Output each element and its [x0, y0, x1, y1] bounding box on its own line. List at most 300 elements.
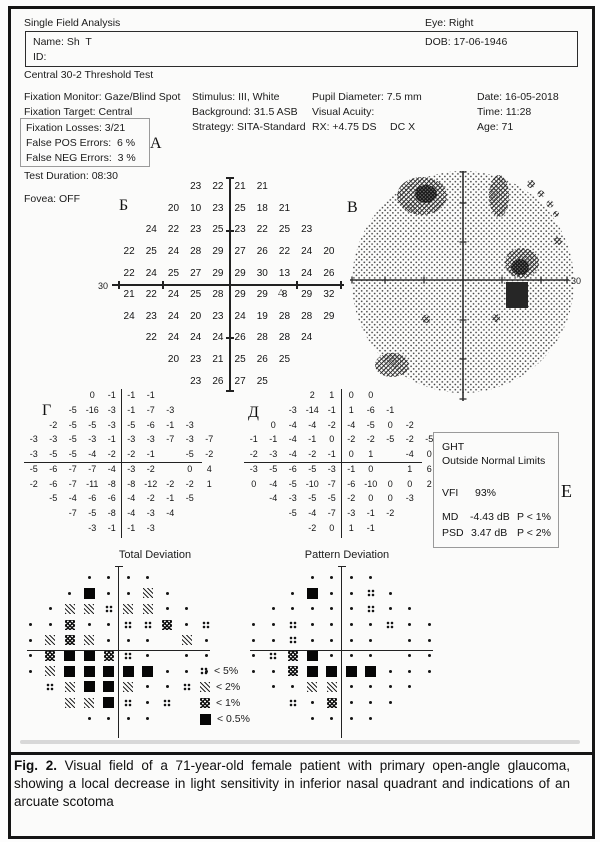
- prob-symbol-d: [342, 679, 362, 695]
- prob-symbol-d: [303, 632, 323, 648]
- grid-value: 29: [256, 289, 268, 301]
- grid-value: 25: [145, 246, 157, 258]
- prob-symbol-d: [381, 601, 401, 617]
- grid-value: -4: [127, 507, 136, 518]
- prob-symbol-q: [381, 617, 401, 633]
- md-value: -4.43 dB: [470, 511, 510, 523]
- prob-symbol-b: [322, 664, 342, 680]
- grid-value: -2: [29, 478, 38, 489]
- prob-symbol-b: [80, 679, 100, 695]
- grid-value: 23: [212, 202, 224, 214]
- grid-value: 20: [190, 310, 202, 322]
- prob-symbol-h2: [60, 695, 80, 711]
- grid-value: -3: [146, 434, 155, 445]
- grid-value: 21: [256, 181, 268, 193]
- vfi-label: VFI: [442, 487, 459, 499]
- grid-value: 0: [387, 419, 393, 430]
- prob-symbol-d: [138, 695, 158, 711]
- prob-symbol-b: [60, 664, 80, 680]
- grid-value: 1: [206, 478, 212, 489]
- grid-value: 24: [167, 332, 180, 344]
- grid-value: -5: [68, 419, 77, 430]
- prob-symbol-b: [119, 664, 139, 680]
- exam-time: Time: 11:28: [477, 106, 532, 118]
- grid-value: 0: [426, 449, 432, 460]
- prob-symbol-d: [342, 695, 362, 711]
- grid-value: 10: [190, 202, 202, 214]
- prob-symbol-d: [21, 632, 41, 648]
- prob-symbol-d: [264, 632, 284, 648]
- grid-value: 0: [387, 478, 393, 489]
- grid-value: -1: [386, 405, 395, 416]
- grid-value: 28: [256, 332, 268, 344]
- grid-value: -1: [327, 405, 336, 416]
- prob-symbol-d: [400, 632, 420, 648]
- grayscale-axis-label-30: 30: [571, 276, 582, 286]
- legend-item-5pct: [200, 664, 238, 678]
- prob-symbol-d: [244, 632, 264, 648]
- grid-value: 24: [212, 332, 224, 344]
- grid-value: -2: [205, 449, 214, 460]
- prob-symbol-d: [177, 664, 197, 680]
- grid-value: 1: [348, 405, 354, 416]
- grid-value: -4: [166, 507, 175, 518]
- grid-value: -3: [88, 434, 97, 445]
- blind-spot-triangle: △: [278, 287, 285, 296]
- grid-value: 27: [234, 375, 246, 387]
- prob-5pct-icon: [200, 667, 208, 675]
- grid-value: 24: [167, 289, 180, 301]
- grid-value: 29: [212, 267, 224, 279]
- prob-symbol-d: [80, 710, 100, 726]
- grid-value: -3: [146, 507, 155, 518]
- prob-symbol-h2: [303, 679, 323, 695]
- prob-symbol-h2: [80, 695, 100, 711]
- grid-value: -5: [366, 419, 375, 430]
- prob-symbol-b: [342, 664, 362, 680]
- grid-value: 23: [190, 224, 202, 236]
- patient-dob: DOB: 17-06-1946: [425, 36, 508, 48]
- grid-value: 26: [256, 354, 268, 366]
- prob-symbol-d: [381, 586, 401, 602]
- prob-symbol-q: [41, 679, 61, 695]
- grid-value: -5: [185, 493, 194, 504]
- grid-value: 22: [123, 246, 135, 258]
- prob-symbol-d: [177, 617, 197, 633]
- prob-symbol-d: [342, 586, 362, 602]
- grid-value: 26: [256, 246, 268, 258]
- prob-symbol-d: [138, 570, 158, 586]
- grid-value: -1: [127, 405, 136, 416]
- grid-value: -3: [166, 405, 175, 416]
- grid-value: 24: [301, 267, 313, 279]
- grid-value: -5: [288, 507, 297, 518]
- grid-value: 2: [426, 478, 432, 489]
- threshold-axis-label-30: 30: [98, 281, 109, 291]
- grid-value: -3: [29, 434, 38, 445]
- grid-value: 22: [145, 289, 157, 301]
- grid-value: -1: [146, 390, 155, 401]
- grid-value: -3: [127, 463, 136, 474]
- grid-value: -4: [288, 419, 297, 430]
- fixation-monitor: Fixation Monitor: Gaze/Blind Spot: [24, 91, 181, 103]
- prob-symbol-d: [361, 710, 381, 726]
- grid-value: 20: [323, 246, 335, 258]
- grid-value: -12: [144, 478, 158, 489]
- grid-value: 32: [323, 289, 335, 301]
- grid-value: -3: [288, 405, 297, 416]
- prob-symbol-d: [322, 586, 342, 602]
- grid-value: 24: [167, 310, 180, 322]
- grid-value: 0: [329, 434, 335, 445]
- prob-symbol-b: [99, 679, 119, 695]
- prob-symbol-h2: [119, 601, 139, 617]
- prob-symbol-q: [99, 601, 119, 617]
- grid-value: -1: [166, 419, 175, 430]
- grid-value: 24: [190, 332, 202, 344]
- grid-value: -5: [68, 434, 77, 445]
- prob-symbol-d: [264, 679, 284, 695]
- tick: [226, 337, 234, 339]
- prob-symbol-h1: [283, 664, 303, 680]
- prob-symbol-q: [158, 695, 178, 711]
- prob-symbol-d: [400, 601, 420, 617]
- grid-value: 23: [234, 224, 246, 236]
- false-pos-errors: False POS Errors: 6 %: [26, 137, 136, 149]
- grid-value: 22: [167, 224, 180, 236]
- caption-divider: [8, 752, 592, 755]
- prob-symbol-d: [303, 570, 323, 586]
- grid-value: -3: [185, 419, 194, 430]
- prob-symbol-d: [80, 617, 100, 633]
- psd-value: 3.47 dB: [471, 527, 508, 539]
- grid-value: -5: [386, 434, 395, 445]
- grid-value: -5: [269, 463, 278, 474]
- prob-symbol-d: [177, 601, 197, 617]
- grid-value: -4: [107, 463, 116, 474]
- grid-value: -2: [405, 419, 414, 430]
- grid-value: 21: [278, 202, 291, 214]
- grid-value: 27: [190, 267, 202, 279]
- grid-value: -3: [88, 522, 97, 533]
- grid-value: 0: [348, 449, 354, 460]
- grid-value: -2: [185, 478, 194, 489]
- grid-value: -5: [88, 507, 97, 518]
- grid-value: 29: [234, 267, 246, 279]
- prob-symbol-q: [138, 617, 158, 633]
- prob-symbol-d: [420, 664, 440, 680]
- prob-symbol-d: [322, 601, 342, 617]
- grid-value: -2: [146, 463, 155, 474]
- prob-symbol-d: [303, 695, 323, 711]
- grid-value: -6: [146, 419, 155, 430]
- fovea: Fovea: OFF: [24, 193, 81, 205]
- grid-value: 0: [251, 478, 257, 489]
- grid-value: 28: [301, 310, 313, 322]
- prob-symbol-h1: [60, 632, 80, 648]
- prob-symbol-d: [381, 664, 401, 680]
- prob-symbol-d: [322, 710, 342, 726]
- prob-symbol-d: [41, 601, 61, 617]
- vfi-value: 93%: [475, 487, 497, 499]
- prob-symbol-d: [119, 570, 139, 586]
- legend-label: < 2%: [216, 681, 241, 693]
- prob-symbol-h2: [60, 679, 80, 695]
- grid-value: -11: [86, 478, 99, 489]
- grid-value: -4: [308, 507, 317, 518]
- td-prob-y-axis: [118, 566, 119, 738]
- prob-symbol-d: [342, 710, 362, 726]
- grid-value: 0: [368, 390, 374, 401]
- prob-symbol-d: [264, 617, 284, 633]
- tick: [226, 390, 234, 392]
- grid-value: -5: [308, 463, 317, 474]
- prob-symbol-d: [303, 601, 323, 617]
- grid-value: -6: [88, 493, 97, 504]
- prob-symbol-b: [99, 695, 119, 711]
- prob-symbol-h1: [322, 695, 342, 711]
- grid-value: 25: [212, 224, 224, 236]
- prob-symbol-h2: [41, 632, 61, 648]
- grid-value: 1: [348, 522, 354, 533]
- grid-value: -5: [308, 493, 317, 504]
- prob-symbol-d: [158, 664, 178, 680]
- grid-value: -1: [127, 522, 136, 533]
- grid-value: 22: [212, 181, 224, 193]
- grid-value: -1: [146, 449, 155, 460]
- grid-value: -4: [269, 493, 278, 504]
- grid-value: -2: [308, 522, 317, 533]
- grid-value: 22: [278, 246, 291, 258]
- marker-d: Д: [248, 404, 259, 421]
- prob-symbol-d: [119, 710, 139, 726]
- grid-value: 27: [234, 246, 246, 258]
- grid-value: -6: [107, 493, 116, 504]
- grid-value: -4: [347, 419, 356, 430]
- legend-item-05pct: [200, 712, 250, 726]
- pd-prob-y-axis: [341, 566, 342, 738]
- tick: [118, 281, 120, 289]
- prob-symbol-d: [264, 601, 284, 617]
- grid-value: -4: [405, 449, 414, 460]
- marker-e: E: [561, 481, 572, 501]
- grid-value: -5: [425, 434, 434, 445]
- prob-symbol-d: [138, 710, 158, 726]
- grid-value: -3: [269, 449, 278, 460]
- marker-b: Б: [119, 197, 129, 214]
- prob-symbol-d: [322, 632, 342, 648]
- prob-symbol-d: [99, 710, 119, 726]
- grid-value: 26: [234, 332, 246, 344]
- grid-value: -3: [29, 449, 38, 460]
- grid-value: 0: [89, 390, 95, 401]
- grid-value: -3: [49, 434, 58, 445]
- grid-value: -1: [166, 493, 175, 504]
- grid-value: -5: [68, 449, 77, 460]
- grid-value: -5: [127, 419, 136, 430]
- grid-value: -5: [327, 493, 336, 504]
- pattern-deviation-title: Pattern Deviation: [304, 549, 390, 561]
- prob-symbol-d: [381, 695, 401, 711]
- grid-value: -7: [327, 507, 336, 518]
- prob-symbol-d: [420, 632, 440, 648]
- grid-value: -3: [107, 419, 116, 430]
- prob-symbol-d: [400, 617, 420, 633]
- grid-value: -1: [107, 522, 116, 533]
- grid-value: 0: [270, 419, 276, 430]
- grid-value: -4: [127, 493, 136, 504]
- grid-value: -7: [166, 434, 175, 445]
- grid-value: -7: [88, 463, 97, 474]
- grid-value: 23: [190, 375, 202, 387]
- prob-symbol-d: [361, 632, 381, 648]
- threshold-x-axis: [112, 284, 344, 286]
- prob-symbol-q: [119, 617, 139, 633]
- prob-symbol-h2: [80, 601, 100, 617]
- grayscale-plot: [350, 170, 582, 402]
- grid-value: -1: [366, 507, 375, 518]
- patient-id: ID:: [33, 51, 47, 63]
- grid-value: -2: [107, 449, 116, 460]
- patient-name: Name: Sh T: [33, 36, 92, 48]
- pupil-diameter: Pupil Diameter: 7.5 mm: [312, 91, 422, 103]
- prob-symbol-q: [119, 695, 139, 711]
- grid-value: 25: [256, 375, 268, 387]
- prob-symbol-h2: [80, 632, 100, 648]
- prob-symbol-b: [138, 664, 158, 680]
- total-deviation-title: Total Deviation: [118, 549, 192, 561]
- prob-symbol-b: [99, 664, 119, 680]
- grid-value: -7: [68, 463, 77, 474]
- grid-value: 20: [167, 202, 180, 214]
- grid-value: -7: [68, 478, 77, 489]
- false-neg-errors: False NEG Errors: 3 %: [26, 152, 136, 164]
- grid-value: -2: [347, 493, 356, 504]
- grid-value: 23: [190, 354, 202, 366]
- marker-g: Г: [42, 402, 52, 419]
- grid-value: -7: [327, 478, 336, 489]
- prob-symbol-d: [21, 617, 41, 633]
- prob-symbol-d: [119, 632, 139, 648]
- prob-symbol-h2: [322, 679, 342, 695]
- grid-value: -3: [107, 405, 116, 416]
- grid-value: -10: [305, 478, 319, 489]
- prob-symbol-d: [283, 679, 303, 695]
- grid-value: 21: [234, 181, 246, 193]
- grid-value: -2: [127, 449, 136, 460]
- prob-symbol-h2: [119, 679, 139, 695]
- grid-value: 0: [387, 493, 393, 504]
- grid-value: 23: [301, 224, 313, 236]
- grid-value: -5: [49, 493, 58, 504]
- grid-value: 24: [301, 246, 313, 258]
- grid-value: -2: [327, 419, 336, 430]
- grid-value: 13: [278, 267, 291, 279]
- grid-value: -1: [308, 434, 317, 445]
- grid-value: 30: [256, 267, 268, 279]
- grid-value: 24: [167, 246, 180, 258]
- prob-symbol-d: [41, 617, 61, 633]
- prob-symbol-d: [381, 679, 401, 695]
- grid-value: 24: [123, 310, 135, 322]
- prob-symbol-d: [60, 586, 80, 602]
- grid-value: 29: [323, 310, 335, 322]
- marker-v: В: [347, 199, 358, 216]
- prob-symbol-d: [99, 632, 119, 648]
- prob-symbol-d: [99, 570, 119, 586]
- tick: [226, 177, 234, 179]
- grid-value: -2: [49, 419, 58, 430]
- figure-caption-label: Fig. 2.: [14, 758, 57, 773]
- prob-symbol-b: [80, 586, 100, 602]
- grid-value: 1: [368, 449, 374, 460]
- grid-value: -2: [366, 434, 375, 445]
- prob-symbol-d: [99, 617, 119, 633]
- grid-value: 20: [167, 354, 180, 366]
- prob-symbol-d: [244, 664, 264, 680]
- prob-symbol-h1: [158, 617, 178, 633]
- legend-item-1pct: [200, 696, 240, 710]
- grid-value: 6: [426, 463, 432, 474]
- legend-label: < 1%: [216, 697, 241, 709]
- grid-value: 25: [190, 289, 202, 301]
- prob-symbol-h2: [60, 601, 80, 617]
- prob-symbol-b: [80, 664, 100, 680]
- test-name: Central 30-2 Threshold Test: [24, 69, 154, 81]
- threshold-y-axis: [229, 177, 231, 392]
- md-p-value: P < 1%: [517, 511, 551, 523]
- prob-symbol-q: [361, 601, 381, 617]
- prob-symbol-d: [361, 679, 381, 695]
- grid-value: -2: [308, 449, 317, 460]
- grid-value: -8: [127, 478, 136, 489]
- grid-value: 28: [278, 310, 291, 322]
- prob-symbol-q: [197, 617, 217, 633]
- grid-value: -5: [29, 463, 38, 474]
- prob-symbol-h2: [177, 632, 197, 648]
- grid-value: -2: [405, 434, 414, 445]
- grid-value: -6: [49, 463, 58, 474]
- prob-2pct-icon: [200, 682, 210, 692]
- grid-value: -1: [347, 463, 356, 474]
- prob-symbol-d: [322, 617, 342, 633]
- prob-symbol-q: [283, 695, 303, 711]
- grid-value: 22: [145, 332, 157, 344]
- prob-symbol-q: [283, 632, 303, 648]
- grid-value: -3: [146, 522, 155, 533]
- tick: [226, 230, 234, 232]
- grid-value: 23: [190, 181, 202, 193]
- prob-symbol-q: [177, 679, 197, 695]
- grid-value: 22: [123, 267, 135, 279]
- grid-value: -7: [68, 507, 77, 518]
- patient-age: Age: 71: [477, 121, 514, 133]
- prob-symbol-d: [197, 632, 217, 648]
- grid-value: 29: [301, 289, 313, 301]
- psd-p-value: P < 2%: [517, 527, 551, 539]
- grid-value: -14: [305, 405, 319, 416]
- md-label: MD: [442, 511, 459, 523]
- prob-symbol-d: [303, 710, 323, 726]
- prob-symbol-h2: [41, 664, 61, 680]
- grid-value: -3: [288, 493, 297, 504]
- prob-symbol-d: [342, 570, 362, 586]
- prob-symbol-d: [361, 570, 381, 586]
- grid-value: -10: [364, 478, 378, 489]
- grid-value: 29: [212, 246, 224, 258]
- ght-title: GHT: [442, 441, 465, 453]
- psd-label: PSD: [442, 527, 464, 539]
